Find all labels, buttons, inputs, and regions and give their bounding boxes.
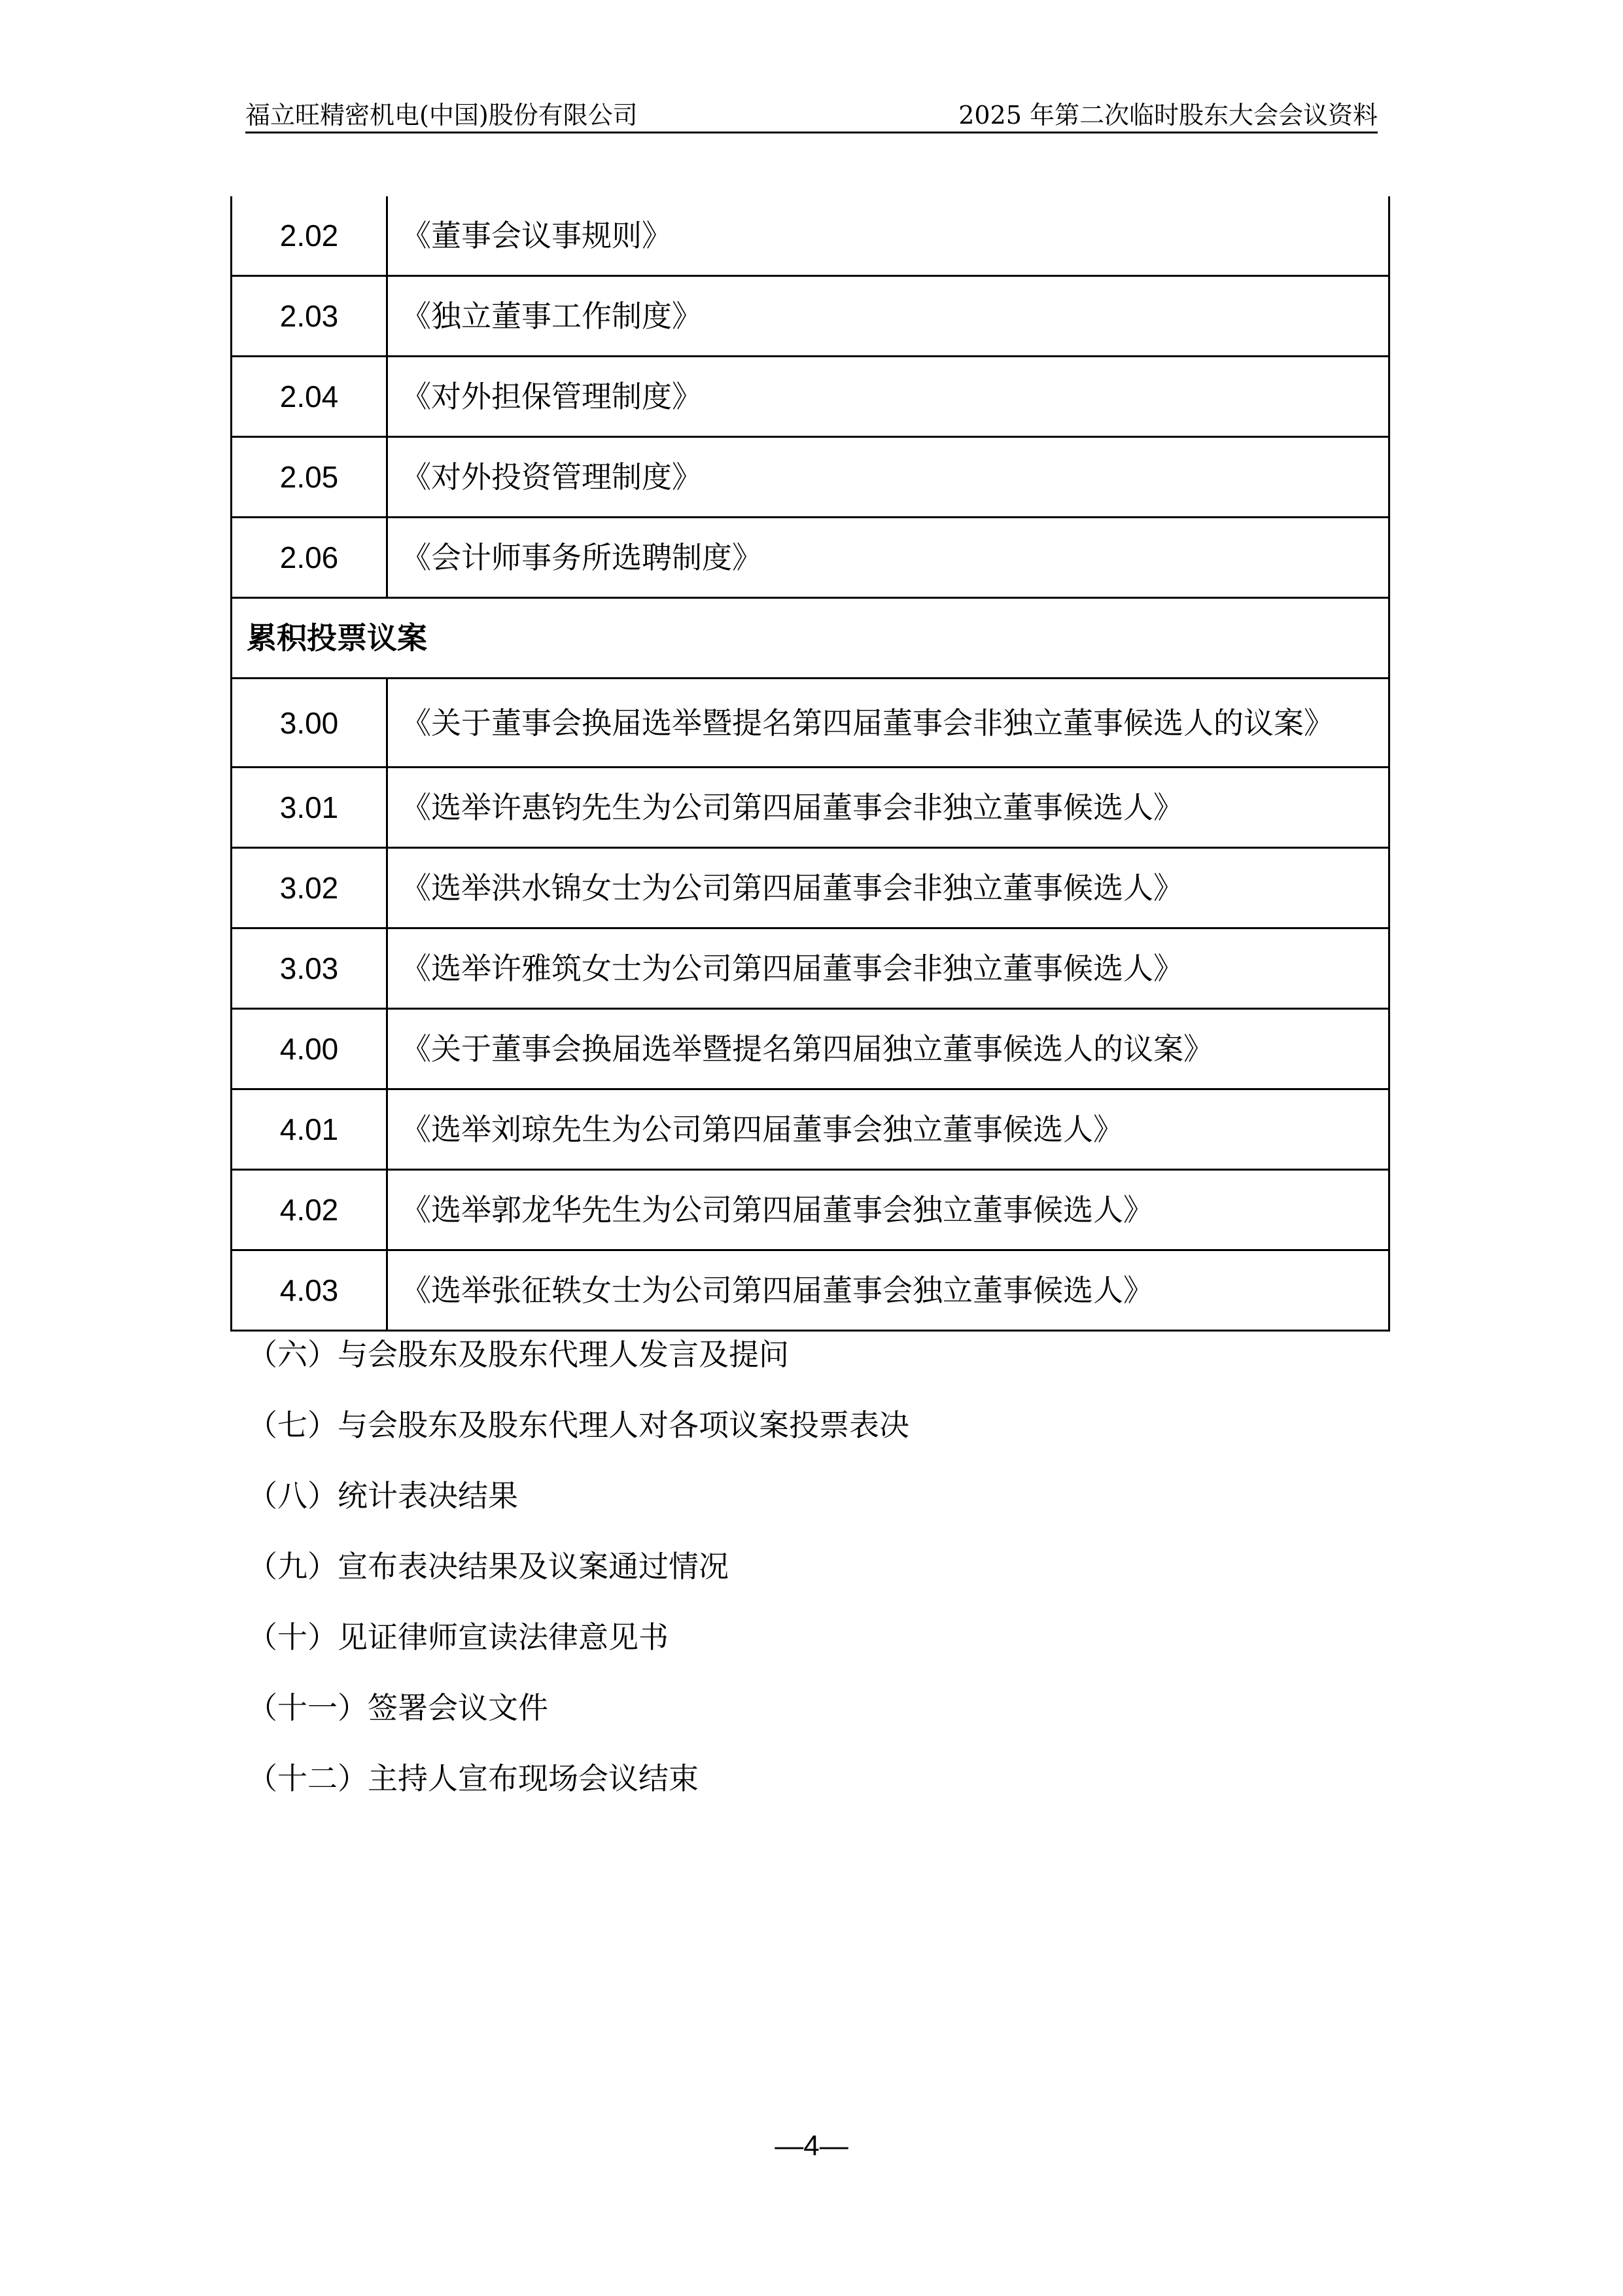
item-name: 《选举许惠钧先生为公司第四届董事会非独立董事候选人》: [387, 768, 1389, 848]
procedure-step: （六）与会股东及股东代理人发言及提问: [247, 1337, 789, 1372]
table-row: [232, 276, 1389, 357]
item-number: 2.03: [232, 276, 387, 357]
item-number: 4.01: [232, 1089, 387, 1170]
section-heading-cumulative-voting: 累积投票议案: [232, 598, 1389, 679]
table-row: [232, 196, 1389, 276]
item-number: 3.03: [232, 928, 387, 1009]
item-name: 《关于董事会换届选举暨提名第四届独立董事候选人的议案》: [387, 1009, 1389, 1089]
item-number: 4.00: [232, 1009, 387, 1089]
item-name: 《对外担保管理制度》: [387, 357, 1389, 437]
item-number: 3.01: [232, 768, 387, 848]
item-number: 3.00: [232, 679, 387, 768]
table-row: [232, 768, 1389, 848]
table-row: [232, 1170, 1389, 1250]
item-name: 《选举许雅筑女士为公司第四届董事会非独立董事候选人》: [387, 928, 1389, 1009]
company-name: 福立旺精密机电(中国)股份有限公司: [245, 101, 638, 130]
procedure-step: （十二）主持人宣布现场会议结束: [247, 1761, 699, 1796]
table-row: [232, 357, 1389, 437]
table-row: [232, 928, 1389, 1009]
document-title: 2025 年第二次临时股东大会会议资料: [958, 101, 1378, 130]
item-name: 《会计师事务所选聘制度》: [387, 518, 1389, 598]
page-number: —4—: [775, 2130, 848, 2162]
item-name: 《选举刘琼先生为公司第四届董事会独立董事候选人》: [387, 1089, 1389, 1170]
page-header: [245, 98, 1378, 133]
item-name: 《关于董事会换届选举暨提名第四届董事会非独立董事候选人的议案》: [387, 679, 1389, 768]
item-name: 《选举张征轶女士为公司第四届董事会独立董事候选人》: [387, 1250, 1389, 1331]
item-number: 3.02: [232, 848, 387, 928]
table-row: [232, 1009, 1389, 1089]
agenda-table: [230, 196, 1390, 1332]
procedure-step: （七）与会股东及股东代理人对各项议案投票表决: [247, 1407, 909, 1443]
table-row: [232, 848, 1389, 928]
item-name: 《独立董事工作制度》: [387, 276, 1389, 357]
table-row: [232, 1250, 1389, 1331]
item-number: 4.02: [232, 1170, 387, 1250]
item-name: 《对外投资管理制度》: [387, 437, 1389, 518]
table-row: [232, 1089, 1389, 1170]
procedure-step: （九）宣布表决结果及议案通过情况: [247, 1549, 729, 1584]
item-number: 2.02: [232, 196, 387, 276]
item-number: 2.04: [232, 357, 387, 437]
item-name: 《选举洪水锦女士为公司第四届董事会非独立董事候选人》: [387, 848, 1389, 928]
table-row: [232, 518, 1389, 598]
table-row: [232, 679, 1389, 768]
item-number: 2.06: [232, 518, 387, 598]
procedure-steps: [247, 1333, 909, 1828]
item-number: 2.05: [232, 437, 387, 518]
procedure-step: （十）见证律师宣读法律意见书: [247, 1619, 669, 1655]
item-number: 4.03: [232, 1250, 387, 1331]
section-row: [232, 598, 1389, 679]
item-name: 《选举郭龙华先生为公司第四届董事会独立董事候选人》: [387, 1170, 1389, 1250]
procedure-step: （八）统计表决结果: [247, 1478, 518, 1513]
table-row: [232, 437, 1389, 518]
procedure-step: （十一）签署会议文件: [247, 1690, 548, 1725]
item-name: 《董事会议事规则》: [387, 196, 1389, 276]
